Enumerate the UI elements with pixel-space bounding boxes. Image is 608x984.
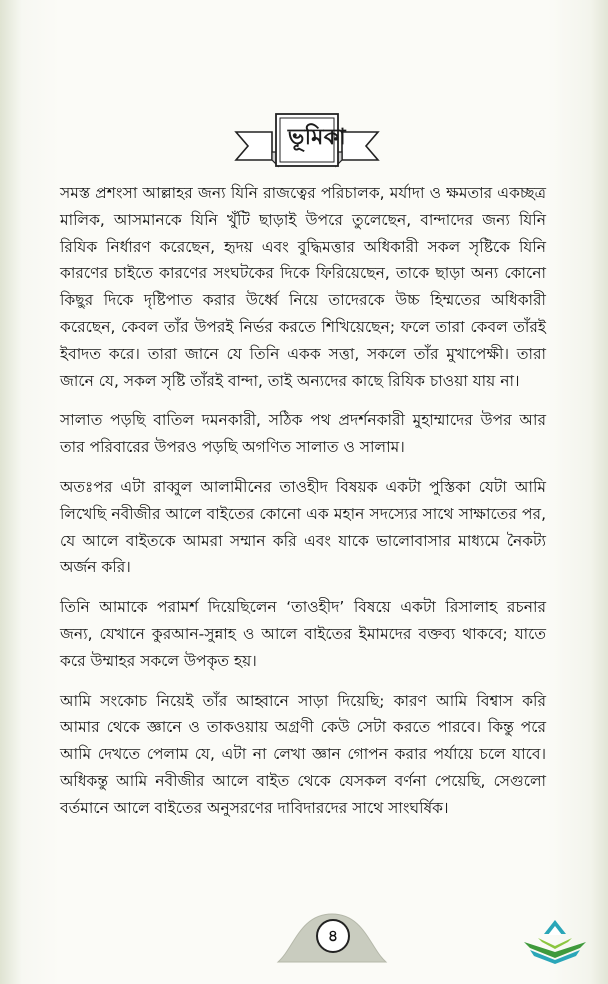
paragraph: সালাত পড়ছি বাতিল দমনকারী, সঠিক পথ প্রদর্শনকারী মুহাম্মাদের উপর আর তার পরিবারের উপরও পড়ছি অগণিত সালাত ও সালাম। <box>60 411 546 457</box>
page-title: ভূমিকা <box>287 124 347 150</box>
body-text <box>60 180 546 835</box>
page-number: ৪ <box>316 919 350 953</box>
paragraph: তিনি আমাকে পরামর্শ দিয়েছিলেন ‘তাওহীদ’ বিষয়ে একটা রিসালাহ রচনার জন্য, যেখানে কুরআন-সুন্নাহ ও আলে বাইতের ইমামদের বক্তব্য থাকবে; যাতে করে উম্মাহর সকলে উপকৃত হয়। <box>60 598 546 670</box>
publisher-logo-icon <box>520 916 590 966</box>
paragraph: সমস্ত প্রশংসা আল্লাহর জন্য যিনি রাজত্বের পরিচালক, মর্যাদা ও ক্ষমতার একচ্ছত্র মালিক, আসমানকে যিনি খুঁটি ছাড়াই উপরে তুলেছেন, বান্দাদের জন্য যিনি রিযিক নির্ধারণ করেছেন, হৃদয় এবং বুদ্ধিমত্তার অধিকারী সকল সৃষ্টিকে যিনি কারণের চাইতে কারণের সংঘটকের দিকে ফিরিয়েছেন, তাকে ছাড়া অন্য কোনো কিছুর দিকে দৃষ্টিপাত করার উর্ধ্বে নিয়ে তাদেরকে উচ্চ হিম্মতের অধিকারী করেছেন, কেবল তাঁর উপরই নির্ভর করতে শিখিয়েছেন; ফলে তারা কেবল তাঁরই ইবাদত করে। তারা জানে যে তিনি একক সত্তা, সকলে তাঁর মুখাপেক্ষী। তারা জানে যে, সকল সৃষ্টি তাঁরই বান্দা, তাই অন্যদের কাছে রিযিক চাওয়া যায় না। <box>60 184 546 390</box>
paragraph: আমি সংকোচ নিয়েই তাঁর আহ্বানে সাড়া দিয়েছি; কারণ আমি বিশ্বাস করি আমার থেকে জ্ঞানে ও তাকওয়ায় অগ্রণী কেউ সেটা করতে পারবে। কিন্তু পরে আমি দেখতে পেলাম যে, এটা না লেখা জ্ঞান গোপন করার পর্যায়ে চলে যাবে। অধিকন্তু আমি নবীজীর আলে বাইত থেকে যেসকল বর্ণনা পেয়েছি, সেগুলো বর্তমানে আলে বাইতের অনুসরণের দাবিদারদের সাথে সাংঘর্ষিক। <box>60 691 546 817</box>
paragraph: অতঃপর এটা রাব্বুল আলামীনের তাওহীদ বিষয়ক একটা পুস্তিকা যেটা আমি লিখেছি নবীজীর আলে বাইতের কোনো এক মহান সদস্যের সাথে সাক্ষাতের পর, যে আলে বাইতকে আমরা সম্মান করি এবং যাকে ভালোবাসার মাধ্যমে নৈকট্য অর্জন করি। <box>60 477 546 577</box>
